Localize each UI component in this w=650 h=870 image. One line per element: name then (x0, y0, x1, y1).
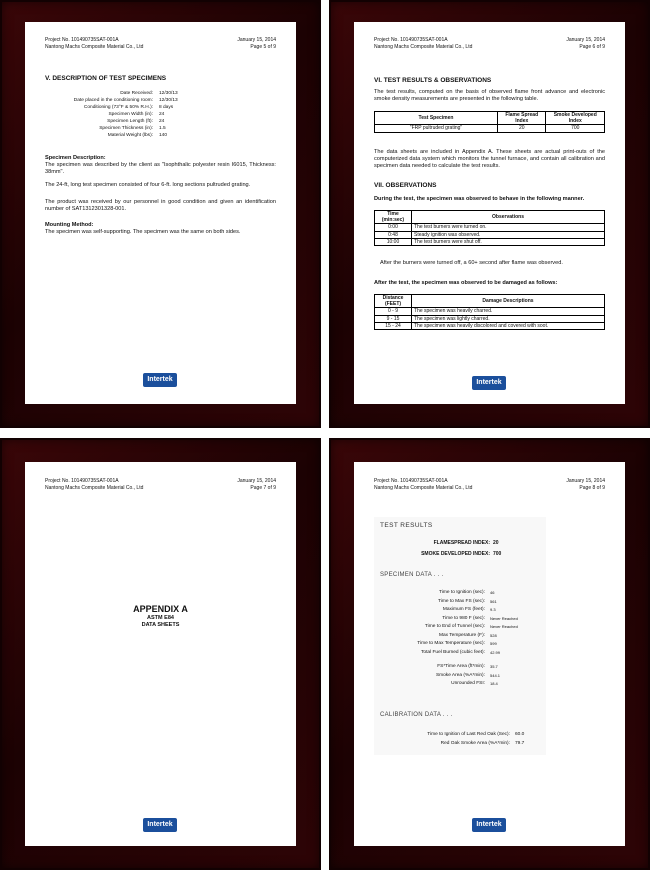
client-name: Nantong Machs Composite Material Co., Ltd (374, 43, 473, 50)
document-page-8 (354, 462, 625, 846)
area-fields (380, 663, 550, 689)
table-cell: The specimen was heavily charred. (412, 308, 605, 315)
field-row: Time to Max FS (sec): 561 (438, 598, 497, 604)
table-header-row (375, 112, 605, 125)
description-paragraph: The specimen was described by the client as "Isophthalic polyester resin I6015, Thickness: 38mm". (45, 162, 276, 175)
table-cell: 0:00 (375, 224, 412, 231)
index-summary (380, 538, 515, 560)
page-number: Page 5 of 9 (250, 43, 276, 50)
specimen-data-heading: SPECIMEN DATA . . . (380, 572, 444, 578)
section-title: VI. TEST RESULTS & OBSERVATIONS (374, 77, 492, 84)
description-heading: Specimen Description: (45, 155, 106, 161)
table-cell: 10:00 (375, 238, 412, 245)
intertek-logo: Intertek (472, 818, 506, 832)
specimen-data-fields (380, 589, 550, 657)
field-row: Material Weight (lbs): 140 (107, 133, 168, 138)
project-number: Project No. 101490735SAT-001A (374, 37, 448, 43)
description-paragraph: The 24-ft, long test specimen consisted of four 6-ft. long sections pultruded grating. (45, 182, 251, 188)
flamespread-index-value: 20 (493, 540, 499, 546)
intertek-logo: Intertek (472, 376, 506, 390)
field-row: Specimen Length (ft): 24 (107, 119, 165, 124)
test-results-heading: TEST RESULTS (380, 522, 433, 529)
column-header: Test Specimen (375, 112, 498, 125)
damage-table (374, 294, 605, 330)
page-number: Page 7 of 9 (250, 484, 276, 491)
calibration-data-heading: CALIBRATION DATA . . . (380, 712, 453, 718)
appendix-title-block (25, 604, 296, 629)
table-cell: The specimen was lightly charred. (412, 315, 605, 322)
table-cell: 20 (498, 125, 546, 132)
table-header-row (375, 295, 605, 308)
table-cell: Steady ignition was observed. (412, 231, 605, 238)
results-intro: The test results, computed on the basis of observed flame front advance and electronic smoke density measurements are presented in the following table. (374, 89, 605, 102)
intertek-logo: Intertek (143, 373, 177, 387)
table-row (375, 322, 605, 329)
field-row: Time to Max Temperature (sec): 599 (417, 641, 497, 646)
project-number: Project No. 101490735SAT-001A (45, 37, 119, 43)
description-paragraph: The product was received by our personnel in good condition and given an identification number of SAT1312301328-001. (45, 199, 276, 212)
field-row: Specimen Thickness (in): 1.5 (99, 126, 166, 131)
mounting-heading: Mounting Method: (45, 222, 94, 228)
column-header: Damage Descriptions (412, 295, 605, 308)
column-header: Time (min:sec) (375, 211, 412, 224)
table-cell: 700 (546, 125, 605, 132)
field-row: Specimen Width (in): 24 (108, 112, 165, 117)
table-cell: The test burners were shut off. (412, 238, 605, 245)
table-cell: 9 - 15 (375, 315, 412, 322)
appendix-note: The data sheets are included in Appendix A. These sheets are actual print-outs of the computerized data system which monitors the tunnel furnace, and contain all calibration and specimen data needed to calculate the test results. (374, 149, 605, 169)
column-header: Smoke Developed Index (546, 112, 605, 125)
table-cell: "FRP pultruded grating" (375, 125, 498, 132)
intertek-logo: Intertek (143, 818, 177, 832)
section-title: VII. OBSERVATIONS (374, 182, 437, 189)
results-table (374, 111, 605, 133)
field-row: Smoke Area (%A*min): 544.1 (435, 672, 501, 678)
project-number: Project No. 101490735SAT-001A (374, 478, 448, 484)
client-name: Nantong Machs Composite Material Co., Ltd (45, 43, 144, 50)
observations-intro: During the test, the specimen was observed to behave in the following manner. (374, 196, 585, 202)
field-row: Maximum FS (feet): 9.3 (442, 607, 496, 612)
column-header: Flame Spread Index (498, 112, 546, 125)
after-burners-note: After the burners were turned off, a 60+ second after flame was observed. (380, 260, 563, 266)
smoke-index-value: 700 (493, 551, 502, 557)
field-row: Time to 980 F (sec): Never Reached (442, 615, 518, 621)
specimen-fields (45, 90, 276, 139)
table-cell: 0 - 9 (375, 308, 412, 315)
page-number: Page 8 of 9 (579, 484, 605, 491)
field-row: Unrounded FSI: 18.4 (451, 681, 498, 686)
field-row: FS*Time Area (ft*min): 35.7 (437, 664, 498, 669)
table-row (375, 238, 605, 245)
calibration-fields (380, 730, 550, 748)
table-cell: 15 - 24 (375, 322, 412, 329)
field-row: Max Temperature (F): 528 (438, 632, 497, 638)
field-row: Time to End of Tunnel (sec): Never Reached (424, 624, 518, 629)
appendix-subtitle: ASTM E84 (147, 615, 174, 621)
column-header: Observations (412, 211, 605, 224)
report-date: January 15, 2014 (566, 478, 605, 484)
document-page-6 (354, 22, 625, 404)
field-row: Date placed in the conditioning room: 12/30/13 (73, 98, 178, 103)
appendix-title: APPENDIX A (133, 604, 188, 614)
field-row: Red Oak Smoke Area (%A*min): 79.7 (440, 741, 525, 746)
field-row: Time to Ignition of Last Red Oak (Sec): 60.0 (427, 732, 525, 737)
table-header-row (375, 211, 605, 224)
specimen-description (45, 155, 276, 236)
flamespread-index-label: FLAMESPREAD INDEX: (433, 540, 490, 546)
field-row: Date Received: 12/30/13 (120, 91, 178, 96)
column-header: Distance (FEET) (375, 295, 412, 308)
client-name: Nantong Machs Composite Material Co., Ltd (374, 484, 473, 491)
damage-intro: After the test, the specimen was observed to be damaged as follows: (374, 280, 558, 286)
observations-table (374, 210, 605, 246)
field-row: Conditioning (73°F & 50% R.H.): 8 days (83, 105, 174, 110)
client-name: Nantong Machs Composite Material Co., Ltd (45, 484, 144, 491)
mounting-text: The specimen was self-supporting. The specimen was the same on both sides. (45, 229, 241, 235)
page-number: Page 6 of 9 (579, 43, 605, 50)
report-date: January 15, 2014 (237, 478, 276, 484)
table-row (375, 125, 605, 132)
section-title: V. DESCRIPTION OF TEST SPECIMENS (45, 75, 167, 82)
report-date: January 15, 2014 (237, 37, 276, 43)
appendix-subtitle: DATA SHEETS (141, 622, 180, 628)
table-row (375, 308, 605, 315)
document-page-5 (25, 22, 296, 404)
field-row: Total Fuel Burned (cubic feet): 42.99 (421, 649, 501, 655)
table-cell: The test burners were turned on. (412, 224, 605, 231)
table-cell: The specimen was heavily discolored and covered with soot. (412, 322, 605, 329)
field-row: Time to Ignition (sec): 46 (439, 590, 495, 595)
project-number: Project No. 101490735SAT-001A (45, 478, 119, 484)
table-row (375, 224, 605, 231)
table-cell: 0:48 (375, 231, 412, 238)
document-page-7 (25, 462, 296, 846)
table-row (375, 231, 605, 238)
smoke-index-label: SMOKE DEVELOPED INDEX: (421, 551, 490, 557)
report-date: January 15, 2014 (566, 37, 605, 43)
table-row (375, 315, 605, 322)
